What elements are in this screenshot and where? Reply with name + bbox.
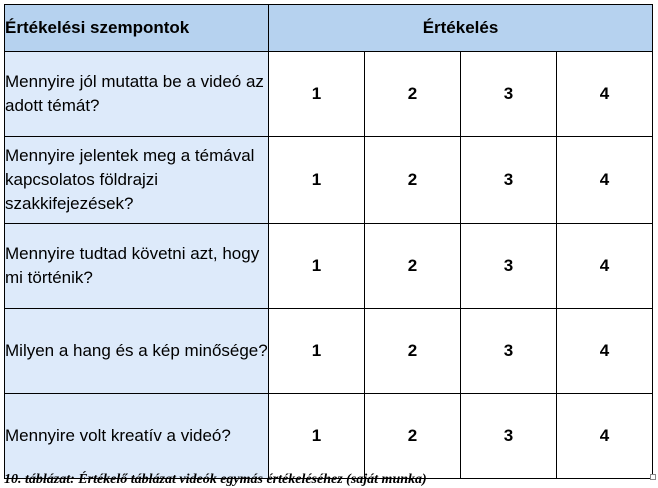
score-cell: 4 [557,309,653,394]
criterion-cell: Mennyire tudtad követni azt, hogy mi történik? [5,224,269,309]
score-cell: 3 [461,137,557,224]
table-row [5,394,653,479]
table-caption: 10. táblázat: Értékelő táblázat videók egymás értékeléséhez (saját munka) [4,472,427,487]
header-criteria: Értékelési szempontok [5,5,269,52]
score-cell: 2 [365,224,461,309]
table-row [5,309,653,394]
table-header-row [5,5,653,52]
table-row [5,52,653,137]
criterion-cell: Mennyire volt kreatív a videó? [5,394,269,479]
header-rating: Értékelés [269,5,653,52]
criterion-cell: Mennyire jól mutatta be a videó az adott témát? [5,52,269,137]
table-row [5,224,653,309]
score-cell: 1 [269,52,365,137]
score-cell: 2 [365,52,461,137]
score-cell: 4 [557,137,653,224]
score-cell: 1 [269,309,365,394]
score-cell: 4 [557,224,653,309]
score-cell: 1 [269,394,365,479]
score-cell: 2 [365,309,461,394]
score-cell: 1 [269,224,365,309]
evaluation-table [4,4,653,479]
table-row [5,137,653,224]
score-cell: 1 [269,137,365,224]
score-cell: 2 [365,137,461,224]
score-cell: 3 [461,224,557,309]
score-cell: 3 [461,394,557,479]
score-cell: 3 [461,309,557,394]
criterion-cell: Milyen a hang és a kép minősége? [5,309,269,394]
score-cell: 4 [557,52,653,137]
resize-handle-icon[interactable] [650,474,656,480]
score-cell: 4 [557,394,653,479]
criterion-cell: Mennyire jelentek meg a témával kapcsolatos földrajzi szakkifejezések? [5,137,269,224]
score-cell: 3 [461,52,557,137]
score-cell: 2 [365,394,461,479]
